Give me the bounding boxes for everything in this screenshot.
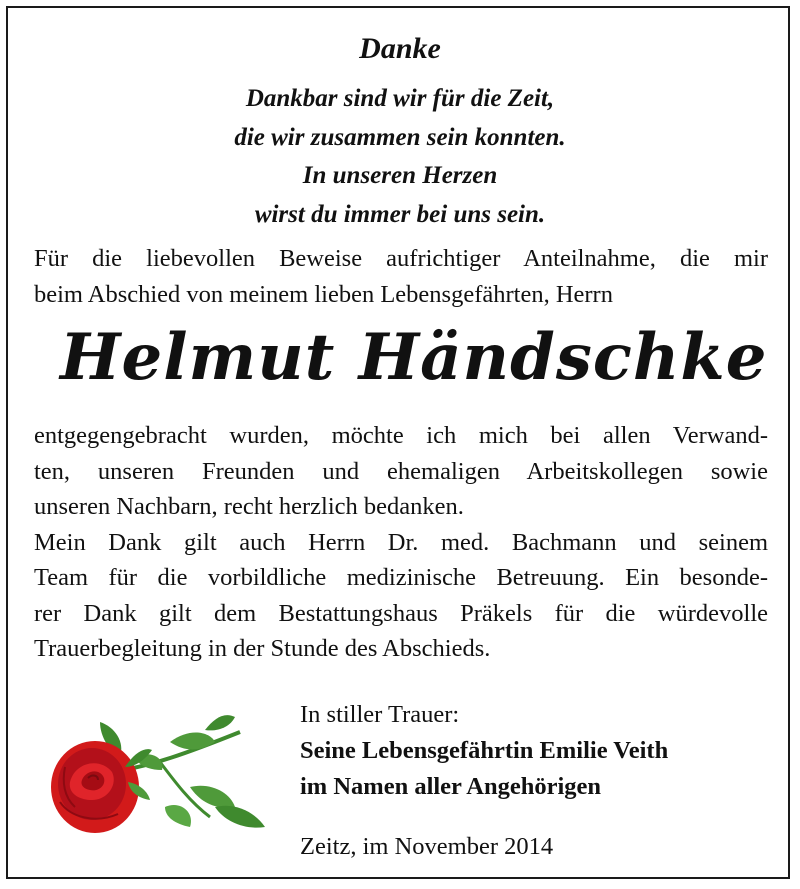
deceased-name: Helmut Händschke: [60, 320, 768, 395]
verse-line: In unseren Herzen: [302, 162, 498, 189]
verse-line: Dankbar sind wir für die Zeit,: [245, 85, 555, 112]
text-line: Trauerbegleitung in der Stunde des Abschieds.: [34, 635, 491, 662]
signature-intro: In stiller Trauer:: [300, 701, 460, 728]
verse-line: die wir zusammen sein konnten.: [234, 123, 566, 151]
verse: [0, 80, 800, 234]
text-line: Team für die vorbildliche medizinische Betreuung. Ein besonde-: [34, 564, 768, 591]
place-date: Zeitz, im November 2014: [300, 833, 554, 860]
verse-line: wirst du immer bei uns sein.: [254, 200, 546, 228]
text-line: beim Abschied von meinem lieben Lebensgefährten, Herrn: [34, 280, 613, 308]
text-line: ten, unseren Freunden und ehemaligen Arbeitskollegen sowie: [34, 457, 768, 485]
body-paragraph: [34, 418, 768, 667]
text-line: Für die liebevollen Beweise aufrichtiger Anteilnahme, die mir: [34, 245, 768, 272]
text-line: entgegengebracht wurden, möchte ich mich bei allen Verwand-: [34, 422, 768, 449]
red-rose-icon: [40, 712, 280, 842]
text-line: rer Dank gilt dem Bestattungshaus Präkels für die würdevolle: [34, 599, 768, 627]
signature-block: [300, 697, 668, 805]
signature-name: Seine Lebensgefährtin Emilie Veith: [300, 737, 669, 764]
signature-family: im Namen aller Angehörigen: [300, 773, 602, 800]
text-line: unseren Nachbarn, recht herzlich bedanken.: [34, 493, 464, 520]
heading: Danke: [359, 32, 441, 65]
text-line: Mein Dank gilt auch Herrn Dr. med. Bachmann und seinem: [34, 528, 768, 556]
intro-paragraph: [34, 241, 768, 312]
